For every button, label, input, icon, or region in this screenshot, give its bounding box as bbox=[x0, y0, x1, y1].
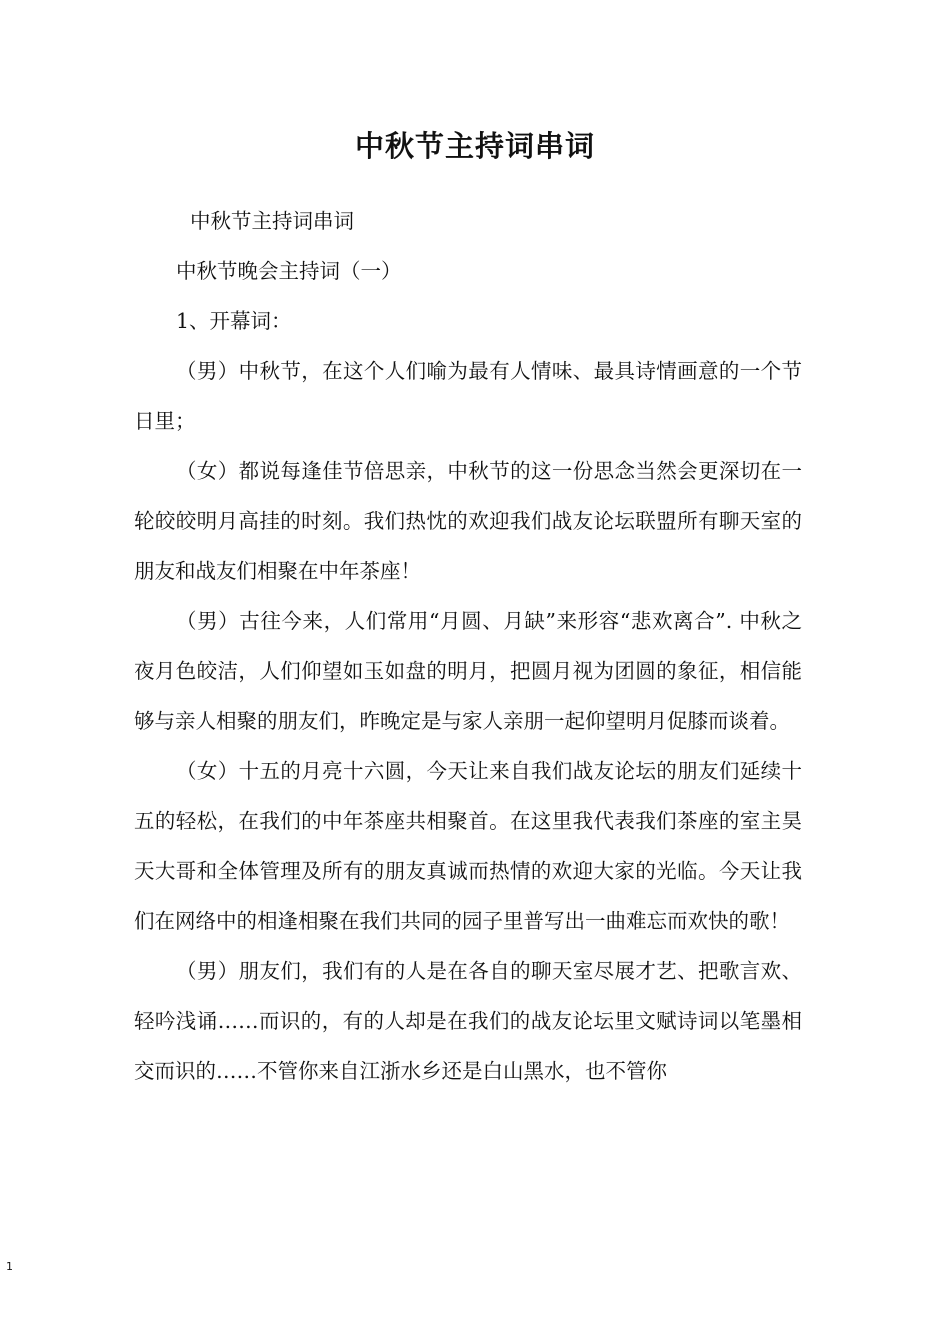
body-paragraph: （男）中秋节，在这个人们喻为最有人情味、最具诗情画意的一个节日里； bbox=[134, 359, 802, 433]
subtitle-paragraph: 中秋节主持词串词 bbox=[190, 209, 354, 233]
body-paragraph: （女）十五的月亮十六圆，今天让来自我们战友论坛的朋友们延续十五的轻松，在我们的中年茶座共相聚首。在这里我代表我们茶座的室主昊天大哥和全体管理及所有的朋友真诚而热情的欢迎大家的光临。今天让我们在网络中的相逢相聚在我们共同的园子里普写出一曲难忘而欢快的歌！ bbox=[134, 759, 802, 933]
body-paragraph: （男）朋友们，我们有的人是在各自的聊天室尽展才艺、把歌言欢、轻吟浅诵……而识的，有的人却是在我们的战友论坛里文赋诗词以笔墨相交而识的……不管你来自江浙水乡还是白山黑水，也不管你 bbox=[134, 959, 802, 1083]
item-heading: 1、开幕词： bbox=[176, 309, 292, 333]
body-paragraph: （女）都说每逢佳节倍思亲，中秋节的这一份思念当然会更深切在一轮皎皎明月高挂的时刻。我们热忱的欢迎我们战友论坛联盟所有聊天室的朋友和战友们相聚在中年茶座！ bbox=[134, 459, 802, 583]
section-heading: 中秋节晚会主持词（一） bbox=[176, 259, 402, 283]
document-title: 中秋节主持词串词 bbox=[354, 129, 595, 163]
page-number: 1 bbox=[6, 1260, 13, 1273]
document-body bbox=[134, 196, 802, 1096]
body-paragraph: （男）古往今来，人们常用“月圆、月缺”来形容“悲欢离合”. 中秋之夜月色皎洁，人们仰望如玉如盘的明月，把圆月视为团圆的象征，相信能够与亲人相聚的朋友们，昨晚定是与家人亲朋一起仰望明月促膝而谈着。 bbox=[134, 609, 802, 733]
